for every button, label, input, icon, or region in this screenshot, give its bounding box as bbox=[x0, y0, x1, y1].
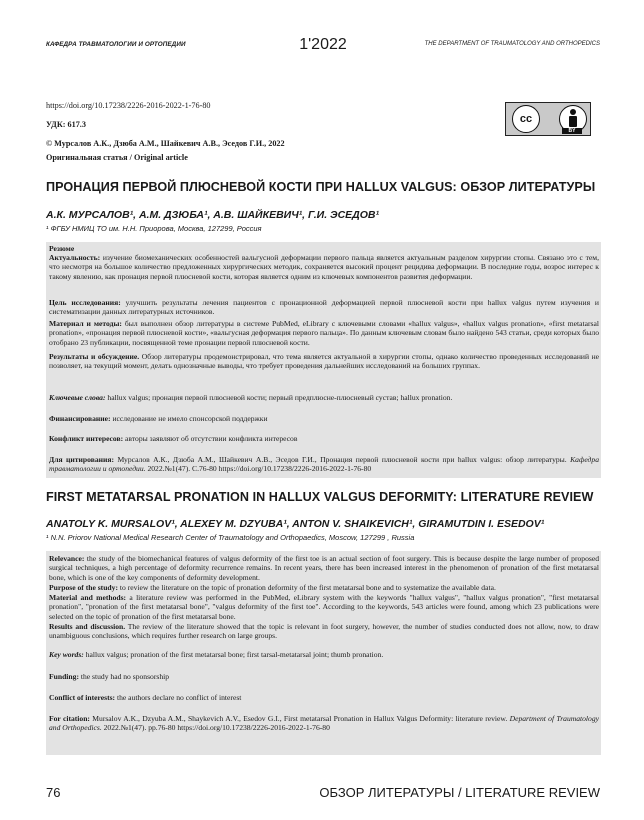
running-header bbox=[46, 36, 600, 56]
doi-link[interactable]: https://doi.org/10.17238/2226-2016-2022-1-76-80 bbox=[46, 101, 211, 110]
abstract-en-results: Results and discussion. The review of the literature showed that the topic is relevant in foot surgery, however, the number of studies conducted does not allow, now, to draw unambiguous conclusions, which requires further research on large groups. bbox=[49, 622, 599, 641]
conflict-ru: Конфликт интересов: авторы заявляют об отсутствии конфликта интересов bbox=[49, 434, 298, 443]
abstract-ru-methods: Материал и методы: был выполнен обзор литературы в системе PubMed, eLibrary с ключевыми словами «hallux valgus», «hallux valgus pronation», «first metatarsal pronation», «пронация первой плюсневой кости», «вальгусная деформация первого пальца». По данным ключевым словам было найдено 543 статьи, среди которых было отобрано 23 публикации, посвященной теме пронации первой плюсневой кости. bbox=[49, 319, 599, 347]
page-number: 76 bbox=[46, 785, 61, 800]
abstract-ru-relevance: Актуальность: изучение биомеханических особенностей вальгусной деформации первого пальца является актуальным разделом хирургии стопы. Связано это с тем, что несмотря на большое количество предложенных хирургических методик, сохраняется высокий процент рецидива деформации. В последние годы, возрос интерес к такому явлению, как пронация первой плюсневой кости, которая является одним из ключевых компонентов развития деформации. bbox=[49, 253, 599, 281]
affiliation-en: ¹ N.N. Priorov National Medical Research Center of Traumatology and Orthopaedics, Moscow, 127299 , Russia bbox=[46, 533, 415, 542]
abstract-ru-purpose: Цель исследования: улучшить результаты лечения пациентов с пронационной деформацией первой плюсневой кости при hallux valgus путем изучения и систематизации данных литературных источников. bbox=[49, 298, 599, 317]
header-journal-en: THE DEPARTMENT OF TRAUMATOLOGY AND ORTHOPEDICS bbox=[424, 41, 600, 47]
title-ru: ПРОНАЦИЯ ПЕРВОЙ ПЛЮСНЕВОЙ КОСТИ ПРИ HALLUX VALGUS: ОБЗОР ЛИТЕРАТУРЫ bbox=[46, 180, 596, 194]
resume-heading: Резюме bbox=[49, 244, 75, 253]
header-issue: 1'2022 bbox=[299, 36, 347, 53]
copyright: © Мурсалов А.К., Дзюба А.М., Шайкевич А.В., Эседов Г.И., 2022 bbox=[46, 139, 285, 148]
udk-code: УДК: 617.3 bbox=[46, 120, 86, 129]
cc-by-license-badge[interactable] bbox=[505, 102, 591, 136]
authors-en: ANATOLY K. MURSALOV¹, ALEXEY M. DZYUBA¹, ANTON V. SHAIKEVICH¹, GIRAMUTDIN I. ESEDOV¹ bbox=[46, 518, 545, 530]
authors-ru: А.К. МУРСАЛОВ¹, А.М. ДЗЮБА¹, А.В. ШАЙКЕВИЧ¹, Г.И. ЭСЕДОВ¹ bbox=[46, 209, 380, 221]
funding-ru: Финансирование: исследование не имело спонсорской поддержки bbox=[49, 414, 268, 423]
keywords-en: Key words: hallux valgus; pronation of the first metatarsal bone; first tarsal-metatarsal joint; thumb pronation. bbox=[49, 650, 384, 659]
funding-en: Funding: the study had no sponsorship bbox=[49, 672, 170, 681]
abstract-ru-results: Результаты и обсуждение. Обзор литературы продемонстрировал, что тема является актуальной в хирургии стопы, однако количество проведенных исследований не позволяет, на текущий момент, делать однозначные выводы, что требует проведения дальнейших исследований на больших группах. bbox=[49, 352, 599, 371]
affiliation-ru: ¹ ФГБУ НМИЦ ТО им. Н.Н. Приорова, Москва, 127299, Россия bbox=[46, 224, 262, 233]
keywords-ru: Ключевые слова: hallux valgus; пронация первой плюсневой кости; первый предплюсне-плюсневый сустав; hallux pronation. bbox=[49, 393, 453, 402]
section-label: ОБЗОР ЛИТЕРАТУРЫ / LITERATURE REVIEW bbox=[319, 785, 600, 800]
citation-ru: Для цитирования: Мурсалов А.К., Дзюба А.М., Шайкевич А.В., Эседов Г.И., Пронация первой плюсневой кости при hallux valgus: обзор литературы. Кафедра травматологии и ортопедии. 2022.№1(47). С.76-80 https://doi.org/10.17238/2226-2016-2022-1-76-80 bbox=[49, 455, 599, 474]
cc-icon: cc bbox=[512, 105, 540, 133]
citation-en: For citation: Mursalov A.K., Dzyuba A.M., Shaykevich A.V., Esedov G.I., First metatarsal Pronation in Hallux Valgus Deformity: literature review. Department of Traumatology and Orthopedics. 2022.№1(47). pp.76-80 https://doi.org/10.17238/2226-2016-2022-1-76-80 bbox=[49, 714, 600, 733]
abstract-en-purpose: Purpose of the study: to review the literature on the topic of pronation deformity of the first metatarsal bone and to systematize the available data. bbox=[49, 583, 496, 592]
abstract-en-relevance: Relevance: the study of the biomechanical features of valgus deformity of the first toe is an actual section of foot surgery. This is because despite the large number of proposed surgical techniques, a high percentage of deformity recurrence remains. In recent years, there has been increased interest in the phenomenon of pronation of the first metatarsal bone, which is one of the key components of deformity development. bbox=[49, 554, 599, 582]
article-type: Оригинальная статья / Original article bbox=[46, 153, 188, 162]
header-journal-ru: КАФЕДРА ТРАВМАТОЛОГИИ И ОРТОПЕДИИ bbox=[46, 41, 186, 48]
by-label: BY bbox=[562, 128, 582, 134]
conflict-en: Conflict of interests: the authors declare no conflict of interest bbox=[49, 693, 242, 702]
title-en: FIRST METATARSAL PRONATION IN HALLUX VALGUS DEFORMITY: LITERATURE REVIEW bbox=[46, 490, 594, 504]
abstract-en-methods: Material and methods: a literature review was performed in the PubMed, eLibrary system with the keywords "hallux valgus", "hallux valgus pronation", "first metatarsal pronation", "pronation of the first metatarsal bone", "valgus deformity of the first toe". According to the keywords, 543 articles were found, among which 23 publications were selected on the topic of pronation of the first metatarsal bone. bbox=[49, 593, 599, 621]
